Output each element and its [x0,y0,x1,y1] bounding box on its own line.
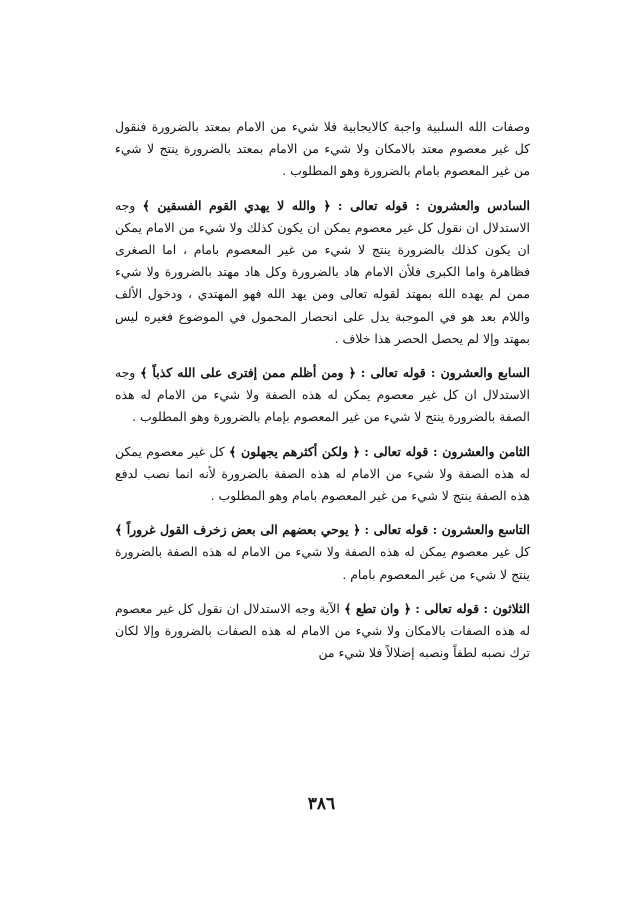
section-26-verse: ﴿ والله لا يهدي القوم الفسقين ﴾ [142,197,331,213]
section-30-heading: الثلاثون : قوله تعالى : [415,600,530,616]
section-28-body: كل غير معصوم يمكن له هذه الصفة ولا شيء من الامام له هذه الصفة بالضرورة لأنه انما نصب لدفع هذه الصفة ينتج لا شيء من غير المعصوم بامام وهو المطلوب . [115,443,530,504]
section-29-body: كل غير معصوم يمكن له هذه الصفة ولا شيء من الامام له هذه الصفة بالضرورة ينتج لا شيء من غير المعصوم بامام . [115,544,530,582]
section-27-body: وجه الاستدلال ان كل غير معصوم يمكن له هذه الصفة ولا شيء من الامام له هذه الصفة بالضرورة ينتج لا شيء من غير المعصوم بإمام بالضرورة وهو المطلوب . [115,365,530,425]
section-26-heading: السادس والعشرون : قوله تعالى : [337,197,530,213]
page-number: ٣٨٦ [307,794,336,814]
section-30-verse: ﴿ وان تطع ﴾ [344,600,412,616]
intro-text: وصفات الله السلبية واجبة كالايجابية فلا شيء من الامام بمعتد بالضرورة فنقول كل غير معصوم معتد بالامكان ولا شيء من الامام بمعتد بالضرورة ينتج لا شيء من غير المعصوم بامام بالضرورة وهو المطلوب . [115,119,530,179]
section-27-heading: السابع والعشرون : قوله تعالى : [360,365,530,381]
section-28 [115,441,530,508]
intro-paragraph [115,116,530,183]
section-28-heading: الثامن والعشرون : قوله تعالى : [364,443,530,459]
section-29 [115,519,530,586]
section-26 [115,195,530,350]
section-30 [115,598,530,665]
section-29-heading: التاسع والعشرون : قوله تعالى : [364,522,530,538]
section-27 [115,362,530,429]
page-body [115,116,530,664]
section-27-verse: ﴿ ومن أظلم ممن إفترى على الله كذباً ﴾ [140,365,356,381]
section-26-body: وجه الاستدلال ان نقول كل غير معصوم يمكن ان يكون كذلك ولا شيء من الامام يمكن ان يكون كذلك بالضرورة ينتج لا شيء من غير المعصوم بامام ، اما الصغرى فظاهرة واما الكبرى فلأن الامام هاد بالضرورة وكل هاد مهتد بالضرورة ولا شيء ممن لم يهده الله بمهتد لقوله تعالى ومن يهد الله فهو المهتدي ، ودخول الألف واللام بعد هو في الموجبة يدل على انحصار المحمول في الموضوع فغيره ليس بمهتد وإلا لم يحصل الحصر هذا خلاف . [115,197,530,346]
section-30-body: الآية وجه الاستدلال ان نقول كل غير معصوم له هذه الصفات بالامكان ولا شيء من الامام له هذه الصفات بالضرورة وإلا لكان ترك نصبه لطفاً ونصبه إضلالاً فلا شيء من [115,600,530,661]
section-29-verse: ﴿ يوحي بعضهم الى بعض زخرف القول غروراً ﴾ [115,522,361,538]
section-28-verse: ﴿ ولكن أكثرهم يجهلون ﴾ [229,443,360,459]
